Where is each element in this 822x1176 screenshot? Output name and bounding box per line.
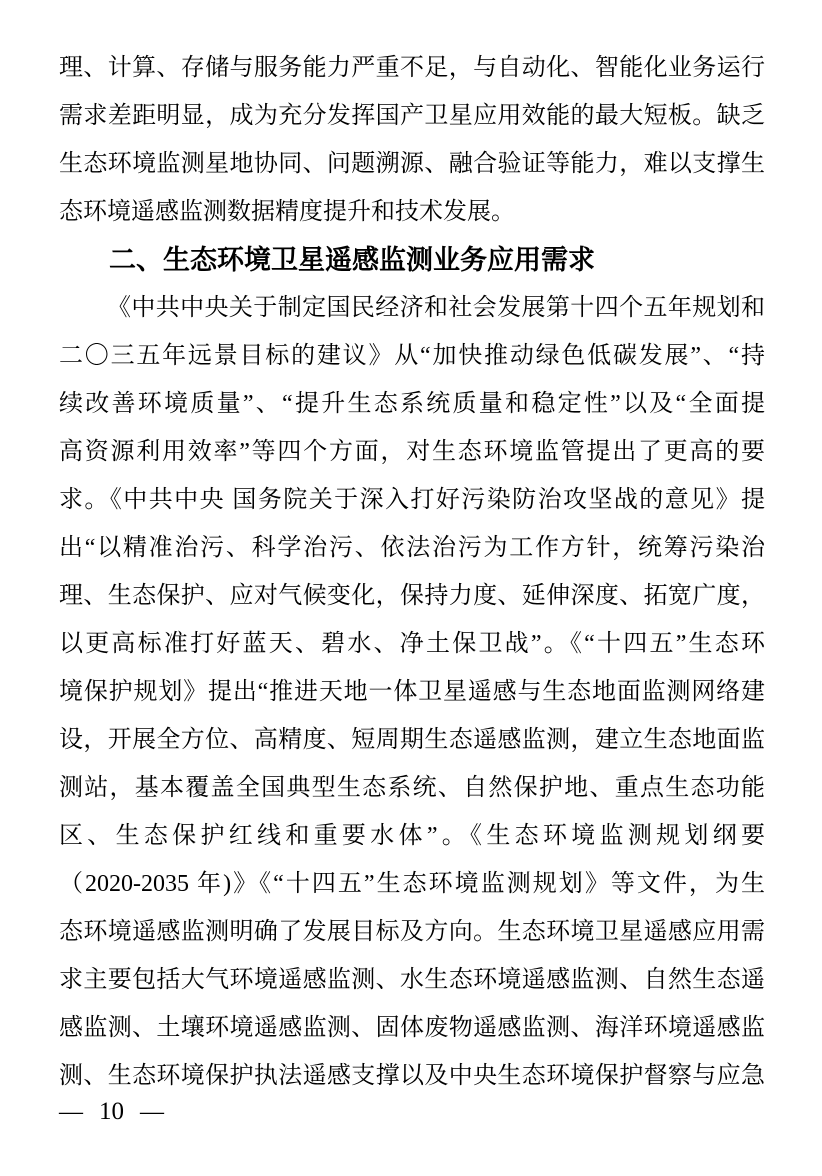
body-line: 设，开展全方位、高精度、短周期生态遥感监测，建立生态地面监 bbox=[59, 727, 765, 753]
body-line: 境保护规划》提出“推进天地一体卫星遥感与生态地面监测网络建 bbox=[59, 679, 765, 705]
footer-dash-right: — bbox=[140, 1099, 164, 1125]
body-line: 生态环境监测星地协同、问题溯源、融合验证等能力，难以支撑生 bbox=[59, 151, 765, 177]
body-line: 需求差距明显，成为充分发挥国产卫星应用效能的最大短板。缺乏 bbox=[59, 103, 765, 129]
body-line: 续改善环境质量”、“提升生态系统质量和稳定性”以及“全面提 bbox=[59, 391, 765, 417]
page-number: 10 bbox=[99, 1098, 124, 1125]
body-line: 感监测、土壤环境遥感监测、固体废物遥感监测、海洋环境遥感监 bbox=[59, 1015, 765, 1041]
body-line: 以更高标准打好蓝天、碧水、净土保卫战”。《“十四五”生态环 bbox=[59, 631, 765, 657]
body-line: 测站，基本覆盖全国典型生态系统、自然保护地、重点生态功能 bbox=[59, 775, 765, 801]
body-line: 态环境遥感监测数据精度提升和技术发展。 bbox=[59, 199, 515, 225]
body-line: 《中共中央关于制定国民经济和社会发展第十四个五年规划和 bbox=[107, 295, 765, 321]
body-line: 求主要包括大气环境遥感监测、水生态环境遥感监测、自然生态遥 bbox=[59, 967, 765, 993]
body-line: 理、生态保护、应对气候变化，保持力度、延伸深度、拓宽广度， bbox=[59, 583, 765, 609]
body-line: 二〇三五年远景目标的建议》从“加快推动绿色低碳发展”、“持 bbox=[59, 343, 765, 369]
body-line: 高资源利用效率”等四个方面，对生态环境监管提出了更高的要 bbox=[59, 439, 765, 465]
section-heading: 二、生态环境卫星遥感监测业务应用需求 bbox=[109, 245, 595, 275]
footer-dash-left: — bbox=[59, 1099, 83, 1125]
body-line: 态环境遥感监测明确了发展目标及方向。生态环境卫星遥感应用需 bbox=[59, 919, 765, 945]
body-line: 测、生态环境保护执法遥感支撑以及中央生态环境保护督察与应急 bbox=[59, 1063, 765, 1089]
body-line: 理、计算、存储与服务能力严重不足，与自动化、智能化业务运行 bbox=[59, 55, 765, 81]
document-body bbox=[59, 44, 765, 1100]
body-line: 区、生态保护红线和重要水体”。《生态环境监测规划纲要 bbox=[59, 823, 765, 849]
body-line: （2020-2035 年)》《“十四五”生态环境监测规划》等文件，为生 bbox=[59, 871, 765, 897]
page-footer bbox=[59, 1096, 164, 1128]
body-line: 求。《中共中央 国务院关于深入打好污染防治攻坚战的意见》提 bbox=[59, 487, 765, 513]
body-line: 出“以精准治污、科学治污、依法治污为工作方针，统筹污染治 bbox=[59, 535, 765, 561]
